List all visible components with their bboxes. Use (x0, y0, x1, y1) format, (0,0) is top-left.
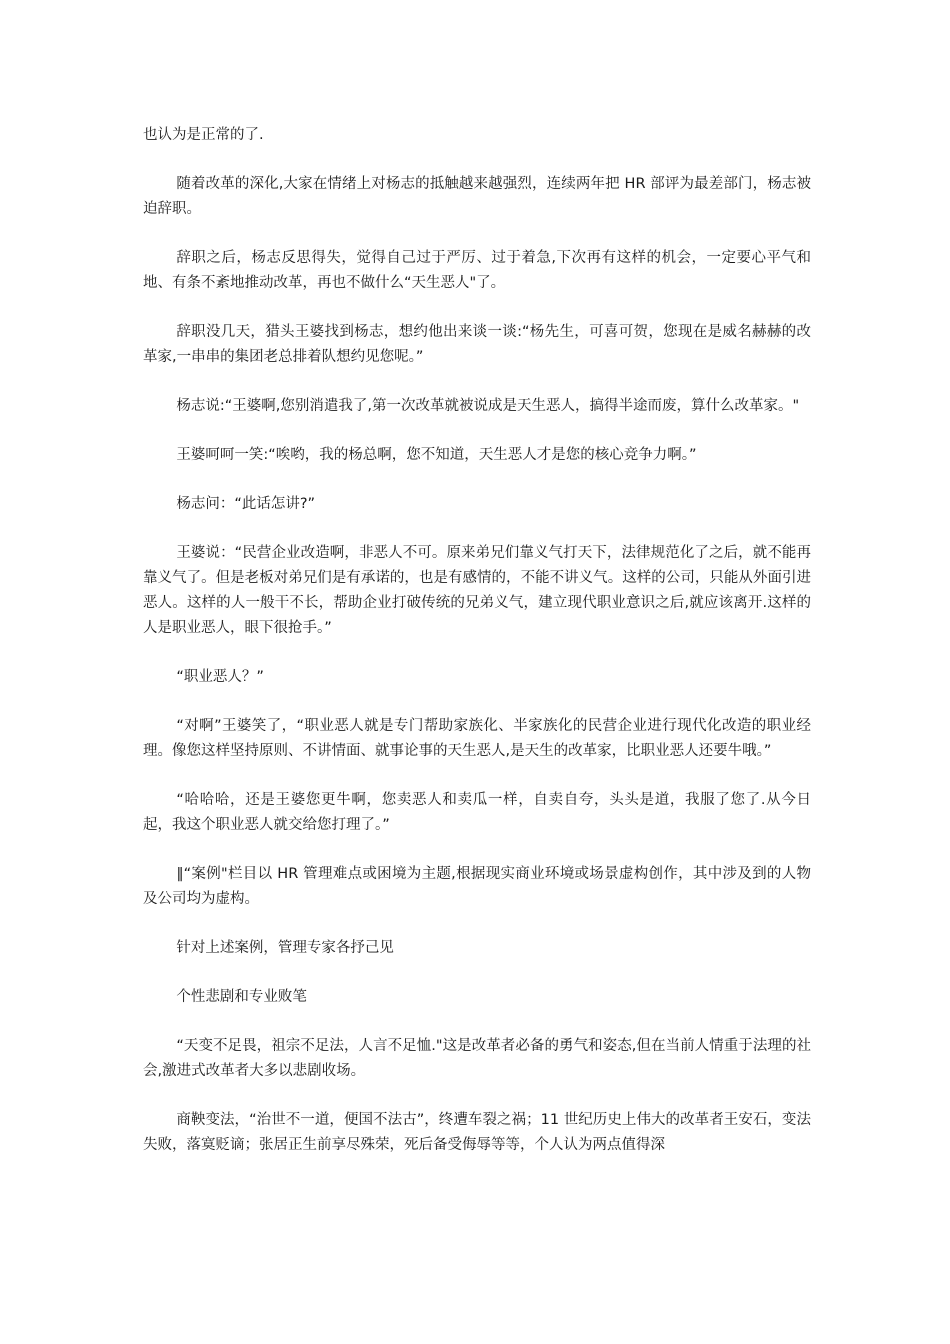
paragraph-16: 商鞅变法，“治世不一道，便国不法古”，终遭车裂之祸；11 世纪历史上伟大的改革者王安石，变法失败，落寞贬谪；张居正生前享尽殊荣，死后备受侮辱等等，个人认为两点值得深 (143, 1112, 811, 1153)
paragraph-6: 王婆呵呵一笑:“唉哟，我的杨总啊，您不知道，天生恶人才是您的核心竞争力啊。” (176, 447, 697, 463)
paragraph-10: “对啊”王婆笑了，“职业恶人就是专门帮助家族化、半家族化的民营企业进行现代化改造的职业经理。像您这样坚持原则、不讲情面、就事论事的天生恶人,是天生的改革家，比职业恶人还要牛哦。” (143, 718, 811, 759)
paragraph-4: 辞职没几天，猎头王婆找到杨志，想约他出来谈一谈:“杨先生，可喜可贺，您现在是威名赫赫的改革家,一串串的集团老总排着队想约见您呢。” (143, 324, 811, 365)
paragraph-3: 辞职之后，杨志反思得失，觉得自己过于严厉、过于着急,下次再有这样的机会，一定要心平气和地、有条不紊地推动改革，再也不做什么“天生恶人"了。 (143, 250, 811, 291)
paragraph-7: 杨志问：“此话怎讲?” (176, 496, 316, 512)
paragraph-9: “职业恶人？” (176, 669, 264, 685)
paragraph-15: “天变不足畏，祖宗不足法，人言不足恤."这是改革者必备的勇气和姿态,但在当前人情重于法理的社会,激进式改革者大多以悲剧收场。 (143, 1038, 811, 1079)
paragraph-11: “哈哈哈，还是王婆您更牛啊，您卖恶人和卖瓜一样，自卖自夸，头头是道，我服了您了.从今日起，我这个职业恶人就交给您打理了。” (143, 792, 811, 833)
paragraph-1: 也认为是正常的了. (143, 127, 264, 143)
paragraph-8: 王婆说：“民营企业改造啊，非恶人不可。原来弟兄们靠义气打天下，法律规范化了之后，就不能再靠义气了。但是老板对弟兄们是有承诺的，也是有感情的，不能不讲义气。这样的公司，只能从外面引进恶人。这样的人一般干不长，帮助企业打破传统的兄弟义气，建立现代职业意识之后,就应该离开.这样的人是职业恶人，眼下很抢手。” (143, 545, 811, 636)
section-heading: 个性悲剧和专业败笔 (176, 989, 307, 1005)
paragraph-5: 杨志说:“王婆啊,您别消遣我了,第一次改革就被说成是天生恶人，搞得半途而废，算什么改革家。" (176, 398, 800, 414)
section-intro: 针对上述案例，管理专家各抒己见 (176, 940, 394, 956)
paragraph-2: 随着改革的深化,大家在情绪上对杨志的抵触越来越强烈，连续两年把 HR 部评为最差部门，杨志被迫辞职。 (143, 176, 811, 217)
document-page (143, 123, 811, 1182)
case-note-paragraph: ‖“案例"栏目以 HR 管理难点或困境为主题,根据现实商业环境或场景虚构创作，其中涉及到的人物及公司均为虚构。 (143, 866, 811, 907)
